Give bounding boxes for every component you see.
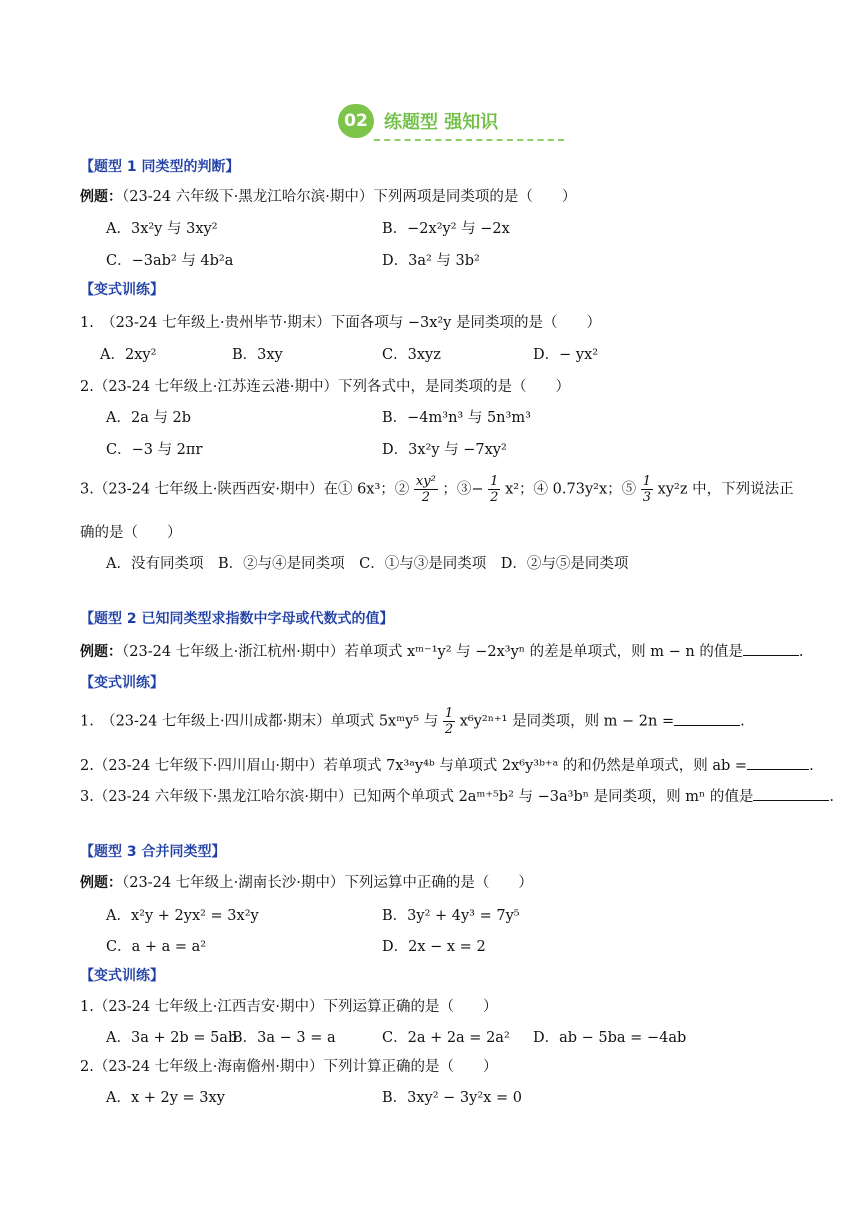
- q3-fraction-2: [488, 474, 500, 505]
- q3-text-part-2: ；③−: [442, 481, 484, 498]
- t1-q2-option-a: A．2a 与 2b: [106, 410, 192, 426]
- t1-q2-option-d: D．3x²y 与 −7xy²: [382, 442, 507, 458]
- t1-question-3: [80, 474, 794, 505]
- t3-option-c: C．a + a = a²: [106, 939, 207, 955]
- topic-1-example: [80, 185, 576, 206]
- fraction-denominator: 2: [444, 722, 454, 737]
- fraction-numerator: xy²: [415, 474, 436, 489]
- example-label: 例题：: [80, 189, 122, 205]
- fraction-numerator: 1: [444, 706, 454, 721]
- answer-blank: [674, 713, 740, 726]
- t1-q1-option-d: D．− yx²: [533, 347, 599, 363]
- t1-q2-option-b: B．−4m³n³ 与 5n³m³: [382, 410, 531, 426]
- t2-question-1: 1. （23-24 七年级上·四川成都·期末）单项式 5xᵐy⁵ 与 $\frac{1}{2}$ x⁶y²ⁿ⁺¹ 是同类项，则 m − 2n = .: [80, 706, 745, 737]
- t3-variant-header: 【变式训练】: [80, 968, 164, 984]
- section-number-badge: 02: [338, 104, 374, 138]
- t3-option-d: D．2x − x = 2: [382, 939, 486, 955]
- q3-text: 3.（23-24 六年级下·黑龙江哈尔滨·期中）已知两个单项式 2aᵐ⁺⁵b² 与 −3a³bⁿ 是同类项，则 mⁿ 的值是: [80, 789, 754, 805]
- topic-1-header: 【题型 1 同类型的判断】: [80, 159, 240, 175]
- example-label: 例题：: [80, 644, 122, 660]
- t1-question-1: 1. （23-24 七年级上·贵州毕节·期末）下面各项与 −3x²y 是同类项的是（ ）: [80, 315, 601, 331]
- q2-text: 2.（23-24 七年级下·四川眉山·期中）若单项式 7x³ᵃy⁴ᵇ 与单项式 2x⁶y³ᵇ⁺ᵃ 的和仍然是单项式，则 ab =: [80, 758, 748, 774]
- q1-fraction: [443, 706, 455, 737]
- q3-fraction-3: [641, 474, 653, 505]
- t1-option-c: C．−3ab² 与 4b²a: [106, 253, 234, 269]
- t3-q1-option-b: B．3a − 3 = a: [232, 1030, 336, 1046]
- t3-option-b: B．3y² + 4y³ = 7y⁵: [382, 908, 520, 924]
- q3-fraction-1: [414, 474, 438, 505]
- topic-3-header: 【题型 3 合并同类型】: [80, 844, 226, 860]
- t3-q1-option-c: C．2a + 2a = 2a²: [382, 1030, 510, 1046]
- fraction-denominator: 3: [642, 490, 652, 505]
- t3-question-1: 1.（23-24 七年级上·江西吉安·期中）下列运算正确的是（ ）: [80, 999, 498, 1015]
- banner-dashed-underline: [374, 139, 564, 141]
- topic-2-header: 【题型 2 已知同类型求指数中字母或代数式的值】: [80, 611, 394, 627]
- answer-blank: [743, 643, 799, 656]
- example-text: （23-24 六年级下·黑龙江哈尔滨·期中）下列两项是同类项的是（ ）: [122, 189, 577, 205]
- t3-option-a: A．x²y + 2yx² = 3x²y: [106, 908, 259, 924]
- t1-option-b: B．−2x²y² 与 −2x: [382, 221, 510, 237]
- example-text: （23-24 七年级上·浙江杭州·期中）若单项式 xᵐ⁻¹y² 与 −2x³yⁿ 的差是单项式，则 m − n 的值是: [122, 644, 743, 660]
- q1-text-part-2: x⁶y²ⁿ⁺¹ 是同类项，则 m − 2n =: [459, 713, 675, 730]
- section-title: 练题型 强知识: [384, 112, 499, 133]
- t1-option-d: D．3a² 与 3b²: [382, 253, 480, 269]
- q3-text-part-4: xy²z 中，下列说法正: [657, 481, 794, 498]
- answer-blank: [747, 757, 809, 770]
- q3-text-part-3: x²；④ 0.73y²x；⑤: [505, 481, 637, 498]
- t3-q1-option-d: D．ab − 5ba = −4ab: [533, 1030, 687, 1046]
- fraction-numerator: 1: [490, 474, 499, 489]
- topic-2-example: 例题：（23-24 七年级上·浙江杭州·期中）若单项式 xᵐ⁻¹y² 与 −2x³yⁿ 的差是单项式，则 m − n 的值是 .: [80, 644, 804, 660]
- fraction-denominator: 2: [490, 490, 499, 505]
- t3-q2-option-b: B．3xy² − 3y²x = 0: [382, 1090, 522, 1106]
- example-label: 例题：: [80, 875, 122, 891]
- t1-q1-option-a: A．2xy²: [100, 347, 157, 363]
- t1-q1-option-c: C．3xyz: [382, 347, 441, 363]
- fraction-numerator: 1: [642, 474, 652, 489]
- t1-question-2: 2.（23-24 七年级上·江苏连云港·期中）下列各式中，是同类项的是（ ）: [80, 379, 570, 395]
- t3-q1-option-a: A．3a + 2b = 5ab: [106, 1030, 238, 1046]
- t2-question-3: 3.（23-24 六年级下·黑龙江哈尔滨·期中）已知两个单项式 2aᵐ⁺⁵b² 与 −3a³bⁿ 是同类项，则 mⁿ 的值是 .: [80, 789, 834, 805]
- t3-q2-option-a: A．x + 2y = 3xy: [106, 1090, 225, 1106]
- fraction-denominator: 2: [421, 490, 430, 505]
- t1-question-3-line-2: 确的是（ ）: [80, 525, 182, 541]
- q1-text-part-1: 1. （23-24 七年级上·四川成都·期末）单项式 5xᵐy⁵ 与: [80, 713, 439, 730]
- q3-text-part-1: 3.（23-24 七年级上·陕西西安·期中）在① 6x³；②: [80, 481, 410, 498]
- t2-variant-header: 【变式训练】: [80, 675, 164, 691]
- topic-3-example: [80, 871, 533, 892]
- t1-variant-header: 【变式训练】: [80, 282, 164, 298]
- t2-question-2: 2.（23-24 七年级下·四川眉山·期中）若单项式 7x³ᵃy⁴ᵇ 与单项式 2x⁶y³ᵇ⁺ᵃ 的和仍然是单项式，则 ab = .: [80, 758, 814, 774]
- t1-q1-option-b: B．3xy: [232, 347, 283, 363]
- t1-q2-option-c: C．−3 与 2πr: [106, 442, 203, 458]
- t1-q3-options: A．没有同类项 B．②与④是同类项 C．①与③是同类项 D．②与⑤是同类项: [106, 556, 629, 572]
- answer-blank: [753, 788, 829, 801]
- t3-question-2: 2.（23-24 七年级上·海南儋州·期中）下列计算正确的是（ ）: [80, 1059, 498, 1075]
- example-text: （23-24 七年级上·湖南长沙·期中）下列运算中正确的是（ ）: [122, 875, 533, 891]
- t1-option-a: A．3x²y 与 3xy²: [106, 221, 218, 237]
